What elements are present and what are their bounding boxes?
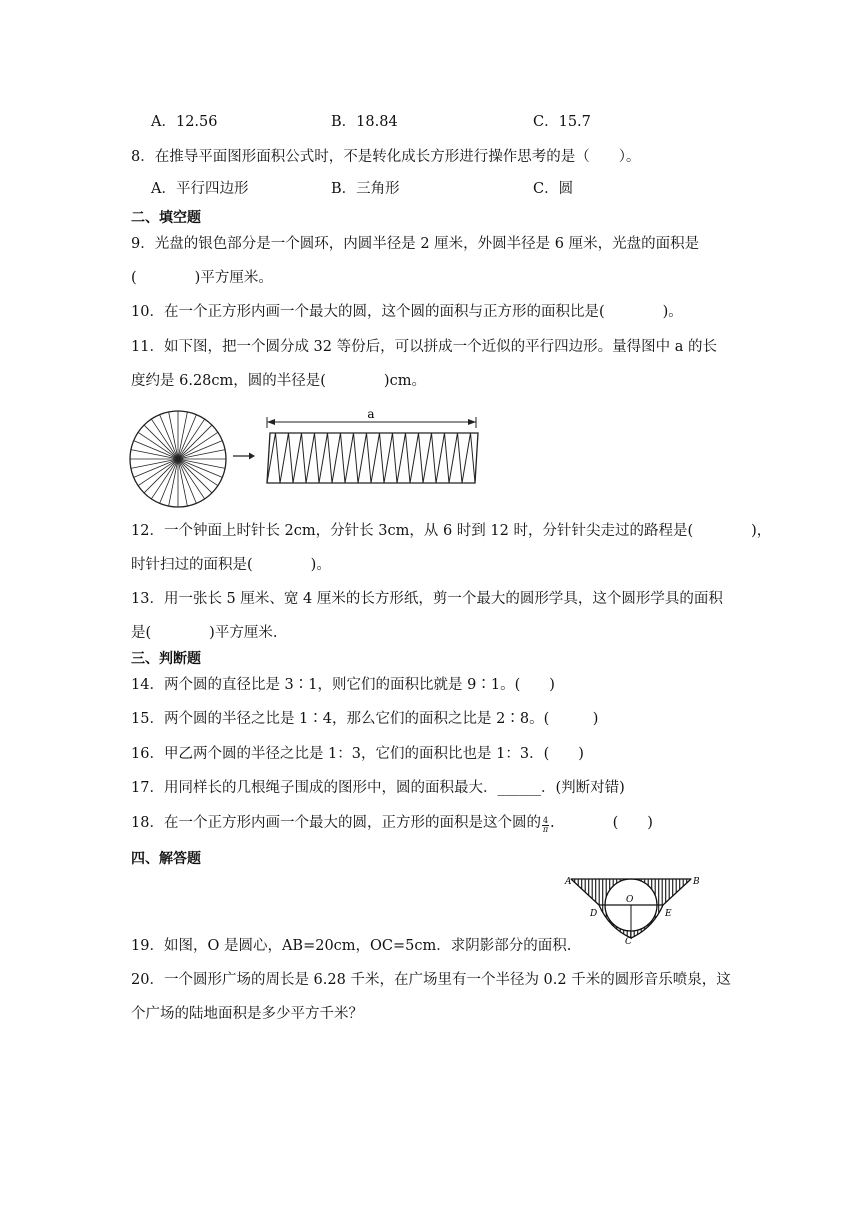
q18-text-after: . ( ) — [550, 815, 653, 831]
q8-option-b: B．三角形 — [331, 181, 400, 197]
q18-text-before: 18．在一个正方形内画一个最大的圆，正方形的面积是这个圆的 — [131, 815, 541, 831]
q8-stem: 8．在推导平面图形面积公式时，不是转化成长方形进行操作思考的是（ ）。 — [131, 149, 641, 165]
q15: 15．两个圆的半径之比是 1∶4，那么它们的面积之比是 2∶8。( ) — [131, 711, 599, 727]
q20-line-2: 个广场的陆地面积是多少平方千米？ — [131, 1006, 363, 1022]
q12-line-2: 时针扫过的面积是( )。 — [131, 557, 331, 573]
q8-option-a: A．平行四边形 — [151, 181, 249, 197]
q13-line-2: 是( )平方厘米. — [131, 625, 278, 641]
q19-label-d: D — [590, 909, 598, 919]
q16: 16．甲乙两个圆的半径之比是 1：3，它们的面积比也是 1：3．( ) — [131, 746, 584, 762]
section-3-title: 三、判断题 — [131, 651, 201, 667]
section-2-title: 二、填空题 — [131, 210, 201, 226]
q7-option-c: C．15.7 — [533, 114, 591, 130]
q8-option-c: C．圆 — [533, 181, 574, 197]
q19-shaded-figure — [563, 872, 709, 944]
q13-line-1: 13．用一张长 5 厘米、宽 4 厘米的长方形纸，剪一个最大的圆形学具，这个圆形学具的面积 — [131, 591, 723, 607]
q11-line-2: 度约是 6.28cm，圆的半径是( )cm。 — [131, 373, 426, 389]
q19-label-o: O — [626, 895, 634, 905]
q7-option-b: B．18.84 — [331, 114, 398, 130]
q18-frac-numerator: 4 — [542, 816, 549, 825]
q17: 17．用同样长的几根绳子围成的图形中，圆的面积最大．______．(判断对错) — [131, 780, 625, 796]
q9-line-1: 9．光盘的银色部分是一个圆环，内圆半径是 2 厘米，外圆半径是 6 厘米，光盘的面积是 — [131, 236, 700, 252]
q11-line-1: 11．如下图，把一个圆分成 32 等份后，可以拼成一个近似的平行四边形。量得图中 a 的长 — [131, 339, 717, 355]
q7-option-a: A．12.56 — [151, 114, 218, 130]
q11-circle-parallelogram-figure — [128, 408, 480, 510]
q19-label-b: B — [693, 877, 700, 887]
q14: 14．两个圆的直径比是 3∶1，则它们的面积比就是 9∶1。( ) — [131, 677, 555, 693]
q19-label-c: C — [625, 937, 632, 944]
q12-line-1: 12．一个钟面上时针长 2cm，分针长 3cm，从 6 时到 12 时，分针针尖走过的路程是( )， — [131, 523, 772, 539]
q9-line-2: ( )平方厘米。 — [131, 270, 273, 286]
q19-label-a: A — [565, 877, 572, 887]
q11-label-a: a — [367, 408, 375, 421]
q18 — [131, 814, 653, 834]
q18-fraction — [542, 817, 549, 834]
q19: 19．如图，O 是圆心，AB=20cm，OC=5cm．求阴影部分的面积. — [131, 938, 572, 954]
q19-label-e: E — [665, 909, 672, 919]
q18-frac-denominator: π — [542, 825, 549, 834]
q10: 10．在一个正方形内画一个最大的圆，这个圆的面积与正方形的面积比是( )。 — [131, 304, 683, 320]
q20-line-1: 20．一个圆形广场的周长是 6.28 千米，在广场里有一个半径为 0.2 千米的圆形音乐喷泉，这 — [131, 972, 731, 988]
section-4-title: 四、解答题 — [131, 851, 201, 867]
